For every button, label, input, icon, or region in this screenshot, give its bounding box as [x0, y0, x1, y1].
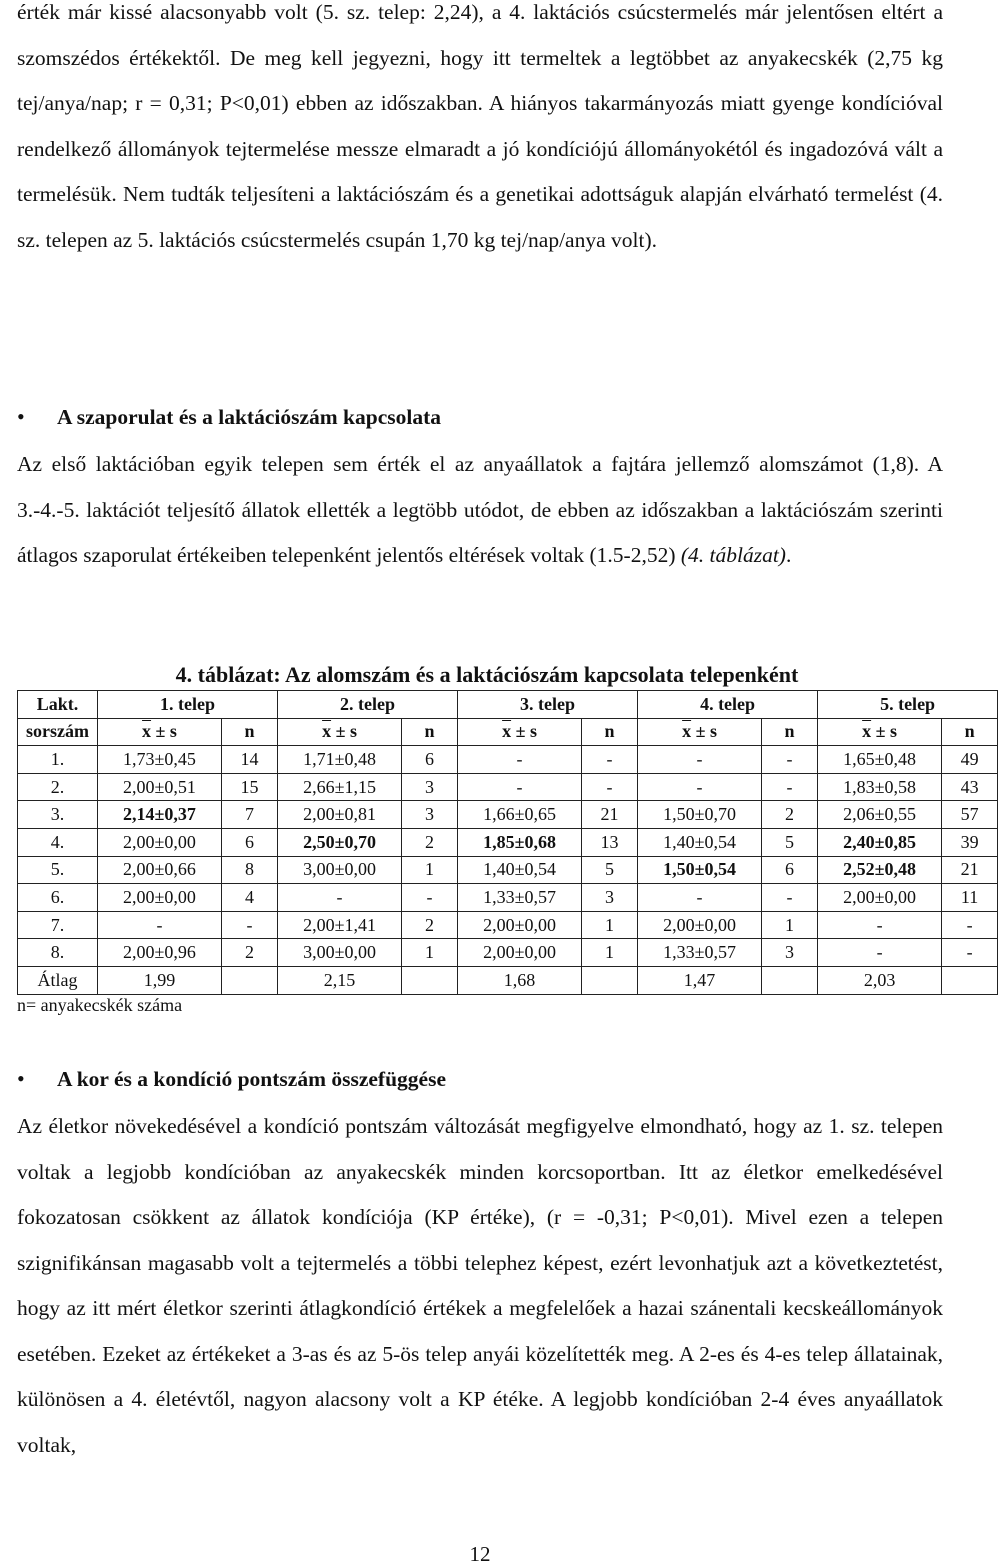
cell-n: 3: [582, 884, 638, 912]
average-n-empty: [762, 966, 818, 994]
table-row: [18, 856, 998, 884]
cell-mean-sd: 2,06±0,55: [818, 801, 942, 829]
cell-mean-sd: 2,50±0,70: [278, 828, 402, 856]
cell-mean-sd: 2,00±0,81: [278, 801, 402, 829]
cell-n: -: [582, 773, 638, 801]
cell-n: 4: [222, 884, 278, 912]
cell-n: 2: [402, 828, 458, 856]
cell-n: -: [762, 773, 818, 801]
bullet-icon: •: [17, 1066, 25, 1091]
cell-mean-sd: 2,14±0,37: [98, 801, 222, 829]
cell-n: -: [762, 746, 818, 774]
row-lactation-number: 7.: [18, 911, 98, 939]
litter-lactation-table: [17, 690, 998, 995]
table-note: n= anyakecskék száma: [17, 995, 183, 1015]
pm-s-symbol: ± s: [691, 721, 717, 742]
cell-mean-sd: 2,00±0,00: [638, 911, 762, 939]
cell-n: -: [762, 884, 818, 912]
cell-n: 21: [582, 801, 638, 829]
table-average-row: [18, 966, 998, 994]
subheader-n: n: [222, 718, 278, 746]
bullet-icon: •: [17, 404, 25, 429]
subheader-n: n: [762, 718, 818, 746]
cell-n: 5: [762, 828, 818, 856]
row-lactation-number: 8.: [18, 939, 98, 967]
cell-n: 3: [402, 773, 458, 801]
cell-mean-sd: 1,71±0,48: [278, 746, 402, 774]
average-value: 1,99: [98, 966, 222, 994]
cell-mean-sd: 2,40±0,85: [818, 828, 942, 856]
cell-mean-sd: -: [818, 939, 942, 967]
average-n-empty: [942, 966, 998, 994]
cell-mean-sd: 1,66±0,65: [458, 801, 582, 829]
row-lactation-number: 1.: [18, 746, 98, 774]
cell-n: 39: [942, 828, 998, 856]
subheader-n: n: [582, 718, 638, 746]
cell-n: 2: [402, 911, 458, 939]
table-caption: 4. táblázat: Az alomszám és a laktációszám kapcsolata telepenként: [175, 662, 799, 687]
cell-n: 1: [762, 911, 818, 939]
cell-mean-sd: 2,00±0,96: [98, 939, 222, 967]
subheader-mean-sd: [818, 718, 942, 746]
cell-n: 49: [942, 746, 998, 774]
cell-mean-sd: 2,00±0,00: [458, 911, 582, 939]
cell-mean-sd: -: [278, 884, 402, 912]
mean-symbol: $\overline{x}$: [682, 721, 692, 742]
table-subheader-row: [18, 718, 998, 746]
subheader-n: n: [942, 718, 998, 746]
pm-s-symbol: ± s: [871, 721, 897, 742]
paragraph-litter-size: [17, 442, 943, 579]
cell-n: 3: [762, 939, 818, 967]
average-n-empty: [582, 966, 638, 994]
table-reference: (4. táblázat): [680, 543, 786, 567]
cell-n: 6: [762, 856, 818, 884]
cell-n: 1: [582, 911, 638, 939]
cell-n: 14: [222, 746, 278, 774]
cell-mean-sd: 2,00±1,41: [278, 911, 402, 939]
row-lactation-number: 6.: [18, 884, 98, 912]
table-row: [18, 884, 998, 912]
cell-mean-sd: 1,50±0,70: [638, 801, 762, 829]
cell-mean-sd: 1,73±0,45: [98, 746, 222, 774]
table-header-row: [18, 691, 998, 719]
average-label: Átlag: [18, 966, 98, 994]
cell-mean-sd: 2,00±0,00: [458, 939, 582, 967]
cell-mean-sd: 2,00±0,00: [98, 828, 222, 856]
average-value: 2,15: [278, 966, 402, 994]
cell-mean-sd: -: [458, 746, 582, 774]
cell-n: 1: [402, 939, 458, 967]
cell-n: 2: [762, 801, 818, 829]
cell-n: 11: [942, 884, 998, 912]
cell-mean-sd: 1,83±0,58: [818, 773, 942, 801]
cell-n: 1: [402, 856, 458, 884]
paragraph-end: .: [785, 543, 792, 567]
average-value: 1,68: [458, 966, 582, 994]
header-telep-3: 3. telep: [458, 691, 638, 719]
table-row: [18, 911, 998, 939]
cell-n: 15: [222, 773, 278, 801]
header-telep-1: 1. telep: [98, 691, 278, 719]
cell-n: -: [942, 911, 998, 939]
cell-n: 8: [222, 856, 278, 884]
cell-mean-sd: 1,85±0,68: [458, 828, 582, 856]
cell-mean-sd: 1,40±0,54: [638, 828, 762, 856]
table-row: [18, 801, 998, 829]
cell-mean-sd: -: [458, 773, 582, 801]
cell-n: 7: [222, 801, 278, 829]
header-lakt: Lakt.: [18, 691, 98, 719]
cell-mean-sd: 2,00±0,00: [98, 884, 222, 912]
average-n-empty: [222, 966, 278, 994]
average-n-empty: [402, 966, 458, 994]
cell-mean-sd: 2,00±0,00: [818, 884, 942, 912]
pm-s-symbol: ± s: [331, 721, 357, 742]
header-telep-4: 4. telep: [638, 691, 818, 719]
paragraph-text: Az első laktációban egyik telepen sem érték el az anyaállatok a fajtára jellemző alomszámot (1,8). A 3.-4.-5. laktációt teljesítő állatok ellették a legtöbb utódot, de ebben az időszakban a laktációszám szerinti átlagos szaporulat értékeiben telepenként jelentős eltérések voltak (1.5-2,52): [17, 452, 943, 567]
row-lactation-number: 2.: [18, 773, 98, 801]
cell-mean-sd: 2,00±0,66: [98, 856, 222, 884]
cell-mean-sd: -: [638, 746, 762, 774]
mean-symbol: $\overline{x}$: [142, 721, 152, 742]
table-body: [18, 746, 998, 994]
mean-symbol: $\overline{x}$: [322, 721, 332, 742]
row-lactation-number: 5.: [18, 856, 98, 884]
cell-n: -: [402, 884, 458, 912]
subheader-mean-sd: [638, 718, 762, 746]
paragraph-milk-production: érték már kissé alacsonyabb volt (5. sz. telep: 2,24), a 4. laktációs csúcstermelés már jelentősen eltért a szomszédos értékektől. De meg kell jegyezni, hogy itt termeltek a legtöbbet az anyakecskék (2,75 kg tej/anya/nap; r = 0,31; P<0,01) ebben az időszakban. A hiányos takarmányozás miatt gyenge kondícióval rendelkező állományok tejtermelése messze elmaradt a jó kondíciójú állományokétól és ingadozóvá vált a termelésük. Nem tudták teljesíteni a laktációszám és a genetikai adottságuk alapján elvárható termelést (4. sz. telepen az 5. laktációs csúcstermelés csupán 1,70 kg tej/nap/anya volt).: [17, 0, 943, 252]
average-value: 2,03: [818, 966, 942, 994]
section-heading-age-condition: [17, 1066, 446, 1092]
header-telep-5: 5. telep: [818, 691, 998, 719]
pm-s-symbol: ± s: [151, 721, 177, 742]
cell-n: -: [942, 939, 998, 967]
cell-mean-sd: 3,00±0,00: [278, 939, 402, 967]
subheader-mean-sd: [278, 718, 402, 746]
heading-text: A szaporulat és a laktációszám kapcsolata: [57, 404, 442, 429]
pm-s-symbol: ± s: [511, 721, 537, 742]
table-row: [18, 746, 998, 774]
cell-mean-sd: 1,50±0,54: [638, 856, 762, 884]
page-number: 12: [469, 1542, 491, 1566]
section-heading-litter-size: [17, 404, 441, 430]
header-sorszam: sorszám: [18, 718, 98, 746]
cell-mean-sd: 3,00±0,00: [278, 856, 402, 884]
average-value: 1,47: [638, 966, 762, 994]
subheader-mean-sd: [98, 718, 222, 746]
cell-n: -: [582, 746, 638, 774]
mean-symbol: $\overline{x}$: [502, 721, 512, 742]
subheader-mean-sd: [458, 718, 582, 746]
cell-mean-sd: 1,40±0,54: [458, 856, 582, 884]
cell-n: 6: [402, 746, 458, 774]
cell-n: 6: [222, 828, 278, 856]
cell-mean-sd: 2,52±0,48: [818, 856, 942, 884]
row-lactation-number: 3.: [18, 801, 98, 829]
header-telep-2: 2. telep: [278, 691, 458, 719]
cell-n: 43: [942, 773, 998, 801]
cell-n: 1: [582, 939, 638, 967]
subheader-n: n: [402, 718, 458, 746]
cell-n: 2: [222, 939, 278, 967]
cell-n: 5: [582, 856, 638, 884]
cell-n: 57: [942, 801, 998, 829]
cell-mean-sd: -: [638, 773, 762, 801]
cell-mean-sd: -: [818, 911, 942, 939]
cell-mean-sd: -: [98, 911, 222, 939]
cell-n: -: [222, 911, 278, 939]
cell-n: 13: [582, 828, 638, 856]
cell-n: 21: [942, 856, 998, 884]
table-row: [18, 939, 998, 967]
cell-mean-sd: 2,00±0,51: [98, 773, 222, 801]
heading-text: A kor és a kondíció pontszám összefüggése: [57, 1066, 447, 1091]
paragraph-age-condition: Az életkor növekedésével a kondíció pontszám változását megfigyelve elmondható, hogy az 1. sz. telepen voltak a legjobb kondícióban az anyakecskék minden korcsoportban. Itt az életkor emelkedésével fokozatosan csökkent az állatok kondíciója (KP értéke), (r = -0,31; P<0,01). Mivel ezen a telepen szignifikánsan magasabb volt a tejtermelés a többi telephez képest, ezért levonhatjuk azt a következtetést, hogy az itt mért életkor szerinti átlagkondíció értékek a megfelelőek a hazai szánentali kecskeállományok esetében. Ezeket az értékeket a 3-as és az 5-ös telep anyái közelítették meg. A 2-es és 4-es telep állatainak, különösen a 4. életévtől, nagyon alacsony volt a KP étéke. A legjobb kondícióban 2-4 éves anyaállatok voltak,: [17, 1114, 943, 1457]
cell-mean-sd: -: [638, 884, 762, 912]
mean-symbol: $\overline{x}$: [862, 721, 872, 742]
table-row: [18, 828, 998, 856]
cell-mean-sd: 1,33±0,57: [638, 939, 762, 967]
cell-mean-sd: 2,66±1,15: [278, 773, 402, 801]
cell-mean-sd: 1,33±0,57: [458, 884, 582, 912]
table-row: [18, 773, 998, 801]
cell-mean-sd: 1,65±0,48: [818, 746, 942, 774]
row-lactation-number: 4.: [18, 828, 98, 856]
cell-n: 3: [402, 801, 458, 829]
